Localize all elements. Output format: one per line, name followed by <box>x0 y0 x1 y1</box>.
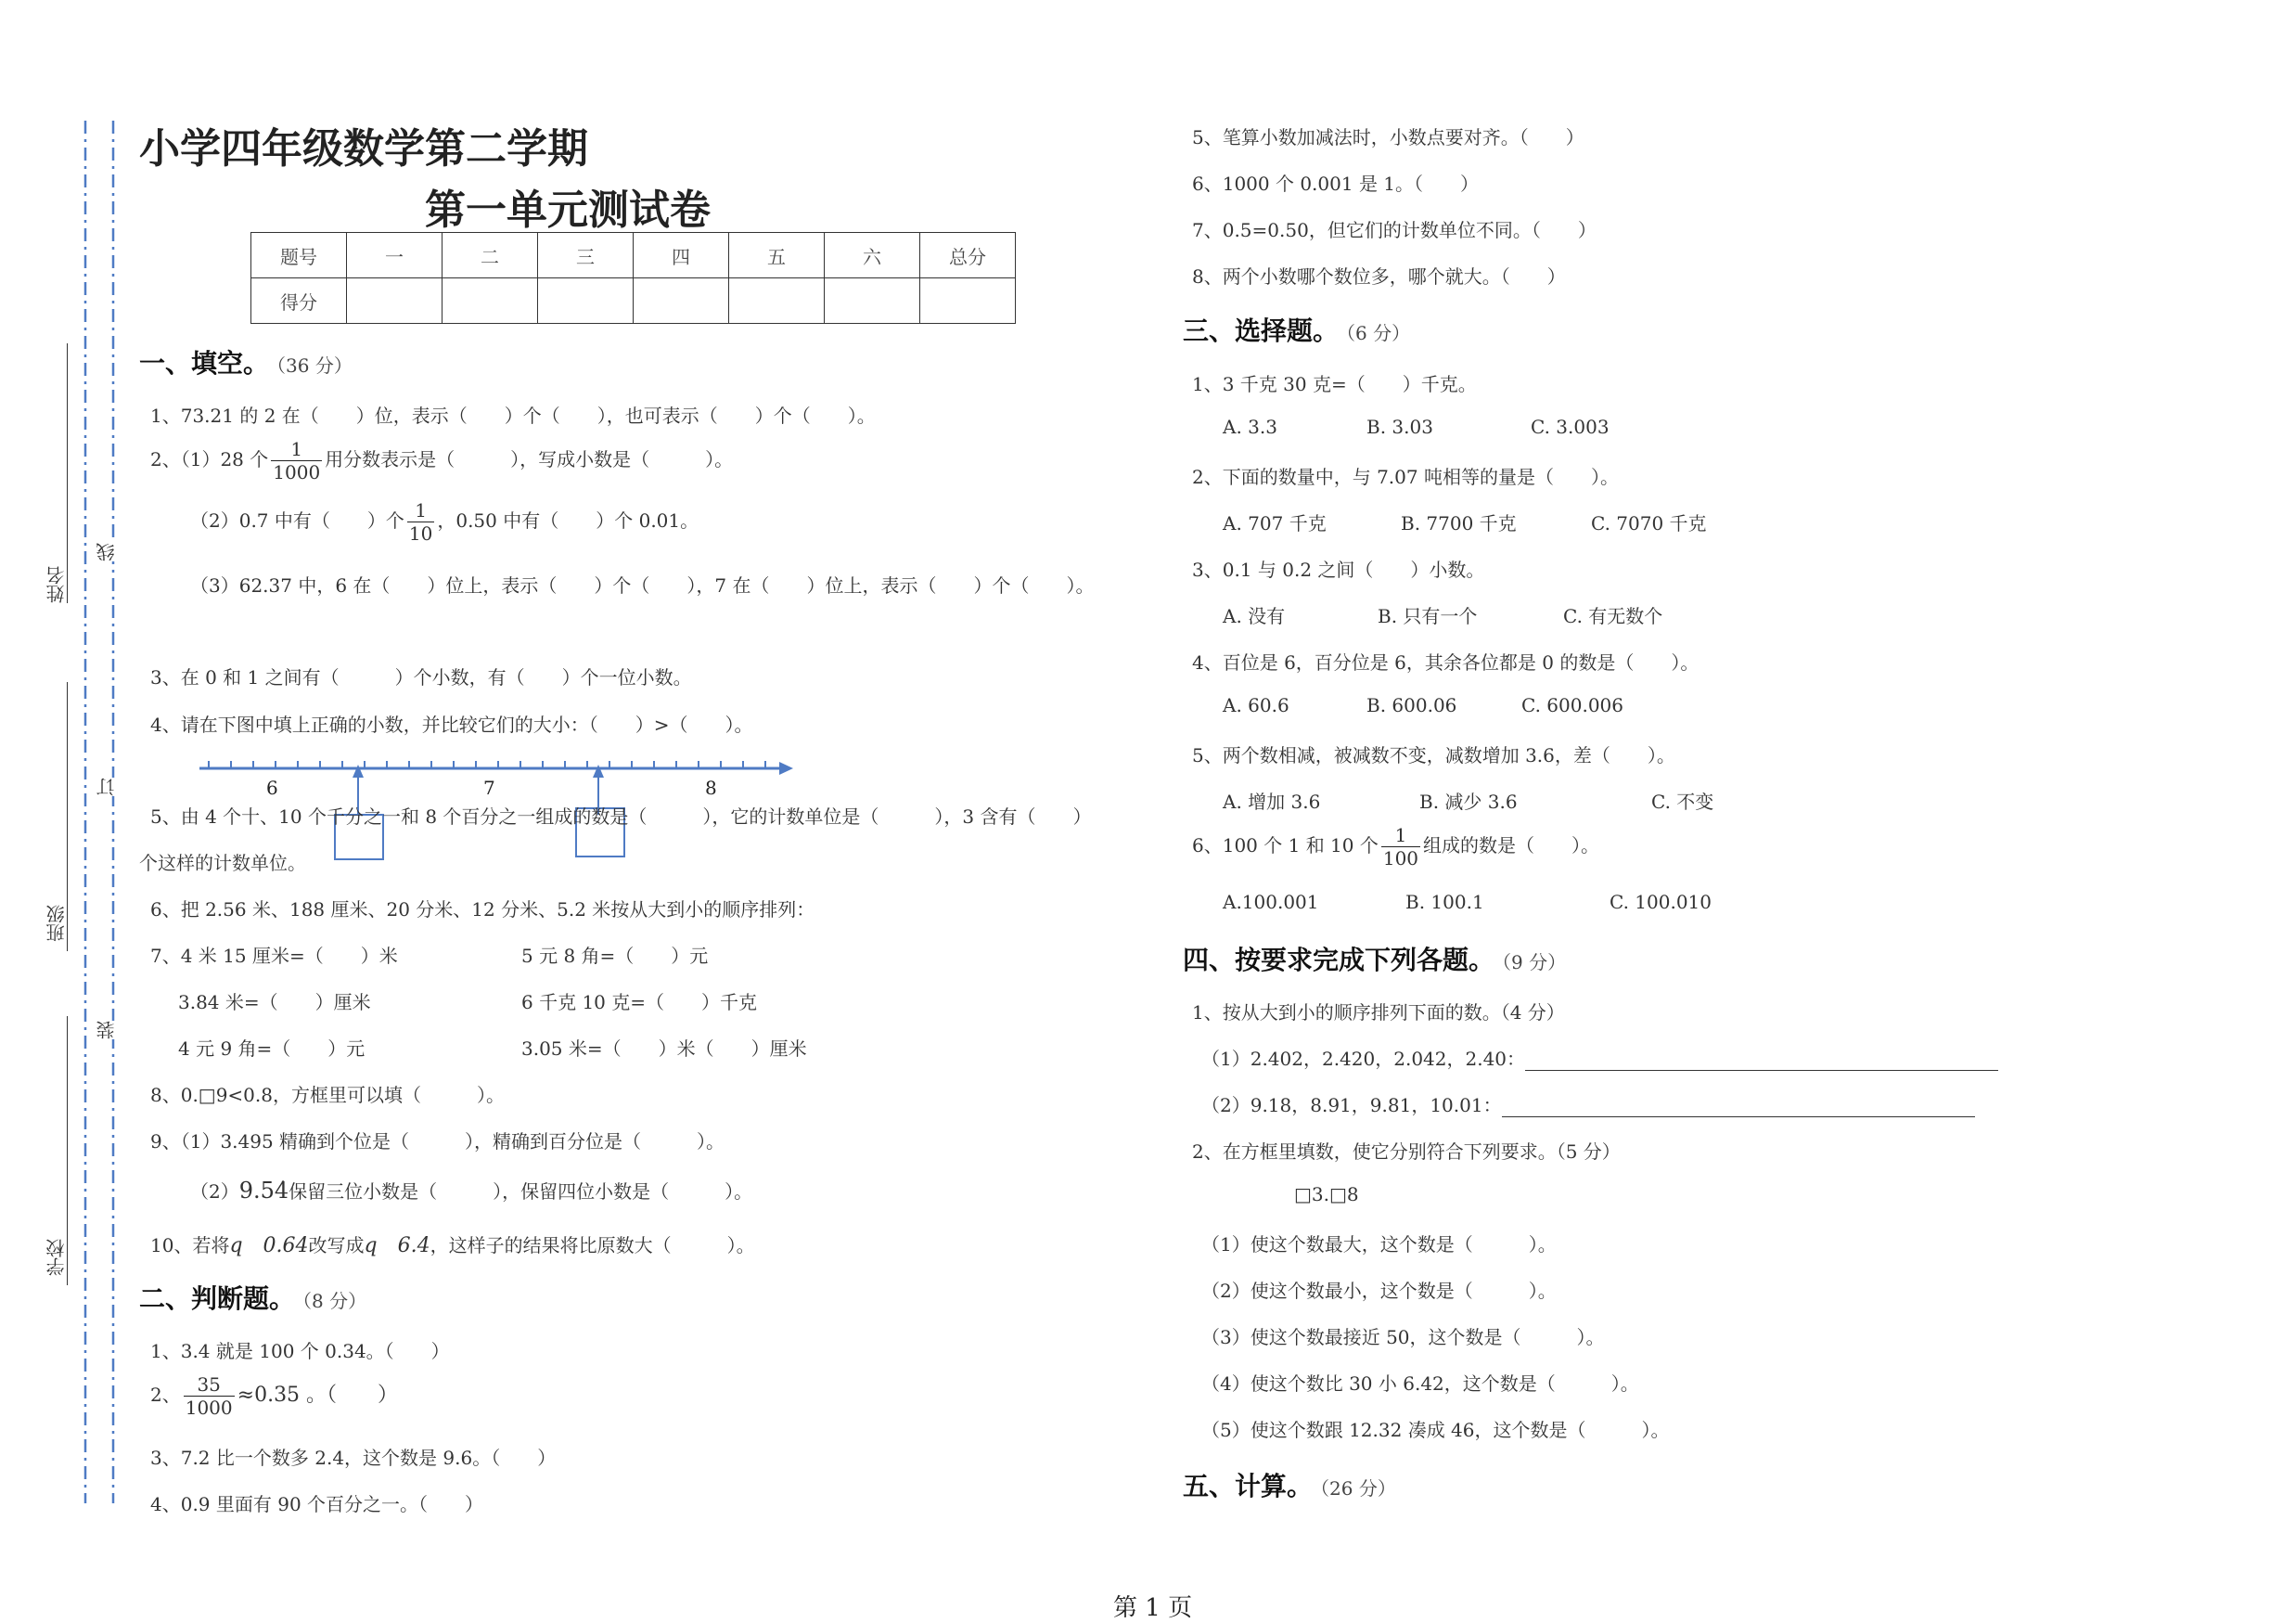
fill-q6: 6、把 2.56 米、188 厘米、20 分米、12 分米、5.2 米按从大到小的顺序排列： <box>150 898 815 921</box>
title-line1: 小学四年级数学第二学期 <box>139 125 588 173</box>
choice-q5-option[interactable]: A. 增加 3.6 <box>1223 791 1321 813</box>
name-underline <box>67 343 68 603</box>
class-label: 班级 <box>45 905 68 942</box>
score-header-cell: 五 <box>729 233 825 278</box>
choice-q6: 6、100 个 1 和 10 个 $\frac{1}{100}$ 组成的数是（ ）。 <box>1192 824 1600 869</box>
choice-q3-option[interactable]: B. 只有一个 <box>1378 605 1478 627</box>
score-cell[interactable] <box>443 278 538 324</box>
fill-q9-1: 9、（1）3.495 精确到个位是（ ），精确到百分位是（ ）。 <box>150 1130 725 1153</box>
binding-order-label: 订 <box>93 778 120 796</box>
binding-dash-lines <box>74 116 130 1508</box>
section-3-title: 三、选择题。 （6 分） <box>1183 316 1411 346</box>
score-cell[interactable] <box>347 278 443 324</box>
choice-q2-option[interactable]: A. 707 千克 <box>1223 512 1327 535</box>
fraction: $\frac{35}{1000}$ <box>185 1373 233 1419</box>
section-4-title: 四、按要求完成下列各题。 （9 分） <box>1183 945 1567 975</box>
choice-q1-option[interactable]: A. 3.3 <box>1223 416 1277 438</box>
score-header-cell: 四 <box>634 233 729 278</box>
answer-line[interactable] <box>1525 1051 1998 1071</box>
fill-q7d: 6 千克 10 克=（ ）千克 <box>521 991 758 1013</box>
fill-q7c: 3.84 米=（ ）厘米 <box>178 991 371 1013</box>
score-table-score-row <box>251 278 1016 324</box>
section-2-title: 二、判断题。 （8 分） <box>139 1283 367 1314</box>
fraction: $\frac{1}{100}$ <box>1382 824 1419 869</box>
score-header-cell: 题号 <box>251 233 347 278</box>
school-label: 学校 <box>45 1239 68 1276</box>
section-1-title: 一、填空。 （36 分） <box>139 348 353 379</box>
fill-q7b: 5 元 8 角=（ ）元 <box>521 945 709 967</box>
choice-q5-option[interactable]: B. 减少 3.6 <box>1419 791 1518 813</box>
score-header-cell: 一 <box>347 233 443 278</box>
fill-q4: 4、请在下图中填上正确的小数，并比较它们的大小：（ ）>（ ）。 <box>150 714 753 736</box>
name-label: 姓名 <box>45 566 68 603</box>
fill-q5-cont: 个这样的计数单位。 <box>139 852 306 874</box>
choice-q5: 5、两个数相减，被减数不变，减数增加 3.6，差（ ）。 <box>1192 744 1675 766</box>
number-line-tick-label: 6 <box>266 777 278 799</box>
judge-q7: 7、0.5=0.50，但它们的计数单位不同。（ ） <box>1192 219 1597 241</box>
section-5-title: 五、计算。 （26 分） <box>1183 1471 1396 1501</box>
answer-line[interactable] <box>1502 1098 1975 1117</box>
judge-q2: 2、 $\frac{35}{1000}$ ≈0.35 。（ ） <box>150 1373 399 1419</box>
fill-q2-1: 2、（1）28 个 $\frac{1}{1000}$ 用分数表示是（ ），写成小数是（ ）。 <box>150 438 734 483</box>
number-line-tick-label: 8 <box>705 777 717 799</box>
number-line-tick-label: 7 <box>483 777 495 799</box>
judge-q6: 6、1000 个 0.001 是 1。（ ） <box>1192 173 1480 195</box>
judge-q1: 1、3.4 就是 100 个 0.34。（ ） <box>150 1340 450 1362</box>
score-table-header-row <box>251 233 1016 278</box>
choice-q1-option[interactable]: B. 3.03 <box>1366 416 1433 438</box>
req-q2-1: （1）使这个数最大，这个数是（ ）。 <box>1201 1233 1557 1256</box>
choice-q1-option[interactable]: C. 3.003 <box>1531 416 1610 438</box>
score-cell[interactable] <box>920 278 1016 324</box>
fraction: $\frac{1}{1000}$ <box>273 438 321 483</box>
choice-q1: 1、3 千克 30 克=（ ）千克。 <box>1192 373 1477 395</box>
req-q1-1: （1）2.402，2.420，2.042，2.40： <box>1201 1044 1998 1071</box>
req-q2-4: （4）使这个数比 30 小 6.42，这个数是（ ）。 <box>1201 1372 1639 1395</box>
choice-q2-option[interactable]: B. 7700 千克 <box>1401 512 1517 535</box>
score-header-cell: 六 <box>825 233 920 278</box>
fraction: $\frac{1}{10}$ <box>408 499 433 545</box>
score-row-label: 得分 <box>251 278 347 324</box>
choice-q4-option[interactable]: A. 60.6 <box>1223 694 1289 716</box>
score-header-cell: 三 <box>538 233 634 278</box>
fill-q1: 1、73.21 的 2 在（ ）位，表示（ ）个（ ），也可表示（ ）个（ ）。 <box>150 405 876 427</box>
req-q2-box-number: □3.□8 <box>1294 1183 1359 1205</box>
choice-q3-option[interactable]: A. 没有 <box>1223 605 1286 627</box>
choice-q2-option[interactable]: C. 7070 千克 <box>1591 512 1707 535</box>
choice-q4-option[interactable]: C. 600.006 <box>1521 694 1624 716</box>
judge-q4: 4、0.9 里面有 90 个百分之一。（ ） <box>150 1493 484 1515</box>
score-table <box>250 232 1016 324</box>
score-cell[interactable] <box>825 278 920 324</box>
judge-q5: 5、笔算小数加减法时，小数点要对齐。（ ） <box>1192 126 1584 148</box>
choice-q6-option[interactable]: B. 100.1 <box>1405 891 1484 913</box>
fill-q2-3: （3）62.37 中，6 在（ ）位上，表示（ ）个（ ），7 在（ ）位上，表示（ ）个（ ）。 <box>190 574 1095 597</box>
choice-q6-option[interactable]: C. 100.010 <box>1610 891 1712 913</box>
choice-q4-option[interactable]: B. 600.06 <box>1366 694 1457 716</box>
score-cell[interactable] <box>634 278 729 324</box>
fill-q10: 10、若将q 0.64改写成q 6.4，这样子的结果将比原数大（ ）。 <box>150 1234 755 1257</box>
fill-q7a: 7、4 米 15 厘米=（ ）米 <box>150 945 398 967</box>
req-q2-3: （3）使这个数最接近 50，这个数是（ ）。 <box>1201 1326 1605 1348</box>
choice-q2: 2、下面的数量中，与 7.07 吨相等的量是（ ）。 <box>1192 466 1619 488</box>
binding-bind-label: 装 <box>93 1021 120 1039</box>
binding-line-label: 线 <box>93 543 120 561</box>
score-header-cell: 二 <box>443 233 538 278</box>
fill-q9-2: （2）9.54̇保留三位小数是（ ），保留四位小数是（ ）。 <box>190 1178 753 1204</box>
req-q1-2: （2）9.18，8.91，9.81，10.01： <box>1201 1090 1975 1117</box>
req-q1: 1、按从大到小的顺序排列下面的数。（4 分） <box>1192 1001 1565 1024</box>
score-header-cell: 总分 <box>920 233 1016 278</box>
fill-q3: 3、在 0 和 1 之间有（ ）个小数，有（ ）个一位小数。 <box>150 666 692 689</box>
judge-q3: 3、7.2 比一个数多 2.4，这个数是 9.6。（ ） <box>150 1447 557 1469</box>
page-footer: 第 1 页 <box>1113 1594 1193 1622</box>
req-q2-5: （5）使这个数跟 12.32 凑成 46，这个数是（ ）。 <box>1201 1419 1670 1441</box>
fill-q8: 8、0.□9<0.8，方框里可以填（ ）。 <box>150 1084 505 1106</box>
fill-q7f: 3.05 米=（ ）米（ ）厘米 <box>521 1037 807 1060</box>
choice-q3: 3、0.1 与 0.2 之间（ ）小数。 <box>1192 559 1485 581</box>
fill-q5: 5、由 4 个十、10 个千分之一和 8 个百分之一组成的数是（ ），它的计数单位是（ ），3 含有（ ） <box>150 805 1092 828</box>
req-q2-2: （2）使这个数最小，这个数是（ ）。 <box>1201 1280 1557 1302</box>
choice-q6-option[interactable]: A.100.001 <box>1223 891 1319 913</box>
choice-q3-option[interactable]: C. 有无数个 <box>1563 605 1663 627</box>
fill-q7e: 4 元 9 角=（ ）元 <box>178 1037 366 1060</box>
score-cell[interactable] <box>538 278 634 324</box>
title-line2: 第一单元测试卷 <box>425 187 711 234</box>
judge-q8: 8、两个小数哪个数位多，哪个就大。（ ） <box>1192 265 1566 288</box>
req-q2: 2、在方框里填数，使它分别符合下列要求。（5 分） <box>1192 1140 1621 1163</box>
fill-q2-2: （2）0.7 中有（ ）个 $\frac{1}{10}$ ，0.50 中有（ ）个 0.01。 <box>190 499 699 545</box>
score-cell[interactable] <box>729 278 825 324</box>
choice-q4: 4、百位是 6，百分位是 6，其余各位都是 0 的数是（ ）。 <box>1192 651 1700 674</box>
choice-q5-option[interactable]: C. 不变 <box>1651 791 1714 813</box>
